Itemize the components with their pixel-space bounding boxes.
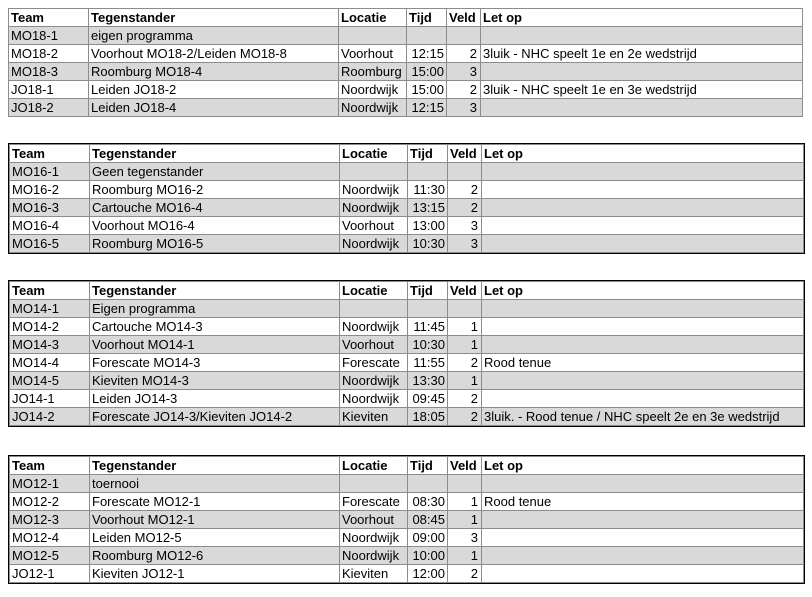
team-cell: MO12-5 — [10, 547, 90, 565]
opponent-cell: Leiden JO14-3 — [90, 390, 340, 408]
note-cell: Rood tenue — [482, 493, 804, 511]
note-cell — [482, 163, 804, 181]
team-cell: MO14-4 — [10, 354, 90, 372]
table-row — [10, 336, 804, 354]
location-cell: Forescate — [340, 354, 408, 372]
location-cell: Kieviten — [340, 408, 408, 426]
header-team: Team — [10, 282, 90, 300]
location-cell: Noordwijk — [340, 235, 408, 253]
table-row — [10, 181, 804, 199]
field-cell: 3 — [447, 63, 481, 81]
field-cell: 2 — [447, 81, 481, 99]
time-cell: 13:15 — [408, 199, 448, 217]
header-team: Team — [10, 457, 90, 475]
team-cell: JO14-1 — [10, 390, 90, 408]
location-cell: Kieviten — [340, 565, 408, 583]
time-cell: 08:45 — [408, 511, 448, 529]
table-row — [10, 300, 804, 318]
team-cell: JO12-1 — [10, 565, 90, 583]
table-row — [10, 163, 804, 181]
team-cell: JO14-2 — [10, 408, 90, 426]
header-row — [10, 457, 804, 475]
opponent-cell: Forescate JO14-3/Kieviten JO14-2 — [90, 408, 340, 426]
opponent-cell: eigen programma — [89, 27, 339, 45]
note-cell — [482, 390, 804, 408]
note-cell — [482, 199, 804, 217]
field-cell: 3 — [447, 99, 481, 117]
location-cell: Noordwijk — [339, 99, 407, 117]
header-field: Veld — [447, 9, 481, 27]
note-cell — [482, 217, 804, 235]
note-cell — [482, 181, 804, 199]
header-note: Let op — [482, 282, 804, 300]
team-cell: MO18-2 — [9, 45, 89, 63]
header-opponent: Tegenstander — [90, 145, 340, 163]
header-row — [10, 145, 804, 163]
location-cell: Voorhout — [340, 336, 408, 354]
opponent-cell: Roomburg MO16-2 — [90, 181, 340, 199]
location-cell: Noordwijk — [340, 529, 408, 547]
table-row — [10, 529, 804, 547]
header-row — [9, 9, 803, 27]
field-cell: 1 — [448, 372, 482, 390]
location-cell: Noordwijk — [340, 199, 408, 217]
note-cell — [482, 529, 804, 547]
opponent-cell: Roomburg MO16-5 — [90, 235, 340, 253]
time-cell: 09:45 — [408, 390, 448, 408]
header-team: Team — [10, 145, 90, 163]
table-row — [10, 475, 804, 493]
field-cell — [448, 163, 482, 181]
team-cell: MO16-4 — [10, 217, 90, 235]
header-team: Team — [9, 9, 89, 27]
opponent-cell: Cartouche MO14-3 — [90, 318, 340, 336]
time-cell: 09:00 — [408, 529, 448, 547]
time-cell — [408, 163, 448, 181]
table-row — [10, 372, 804, 390]
header-time: Tijd — [408, 457, 448, 475]
table-row — [10, 235, 804, 253]
time-cell: 12:15 — [407, 45, 447, 63]
header-time: Tijd — [407, 9, 447, 27]
field-cell — [448, 475, 482, 493]
schedule-table — [9, 456, 804, 583]
header-location: Locatie — [340, 457, 408, 475]
table-row — [10, 493, 804, 511]
header-opponent: Tegenstander — [89, 9, 339, 27]
header-opponent: Tegenstander — [90, 457, 340, 475]
header-note: Let op — [481, 9, 803, 27]
note-cell — [482, 300, 804, 318]
opponent-cell: Geen tegenstander — [90, 163, 340, 181]
team-cell: JO18-1 — [9, 81, 89, 99]
field-cell: 2 — [448, 565, 482, 583]
opponent-cell: Voorhout MO14-1 — [90, 336, 340, 354]
time-cell: 13:30 — [408, 372, 448, 390]
schedule-table-o16 — [8, 143, 805, 254]
location-cell: Noordwijk — [340, 181, 408, 199]
time-cell: 11:45 — [408, 318, 448, 336]
time-cell: 12:15 — [407, 99, 447, 117]
location-cell: Voorhout — [339, 45, 407, 63]
field-cell: 2 — [448, 199, 482, 217]
time-cell: 12:00 — [408, 565, 448, 583]
field-cell: 1 — [448, 493, 482, 511]
table-row — [10, 408, 804, 426]
time-cell: 11:30 — [408, 181, 448, 199]
location-cell: Forescate — [340, 493, 408, 511]
opponent-cell: Forescate MO12-1 — [90, 493, 340, 511]
opponent-cell: toernooi — [90, 475, 340, 493]
table-row — [10, 217, 804, 235]
schedule-table — [9, 144, 804, 253]
schedule-table — [9, 281, 804, 426]
team-cell: MO14-2 — [10, 318, 90, 336]
team-cell: MO12-3 — [10, 511, 90, 529]
location-cell: Voorhout — [340, 511, 408, 529]
location-cell — [339, 27, 407, 45]
location-cell: Noordwijk — [339, 81, 407, 99]
table-row — [10, 390, 804, 408]
opponent-cell: Cartouche MO16-4 — [90, 199, 340, 217]
time-cell — [408, 475, 448, 493]
team-cell: MO12-4 — [10, 529, 90, 547]
header-field: Veld — [448, 145, 482, 163]
field-cell: 2 — [448, 181, 482, 199]
table-row — [9, 81, 803, 99]
team-cell: JO18-2 — [9, 99, 89, 117]
opponent-cell: Voorhout MO18-2/Leiden MO18-8 — [89, 45, 339, 63]
time-cell: 15:00 — [407, 81, 447, 99]
team-cell: MO18-1 — [9, 27, 89, 45]
time-cell: 10:30 — [408, 235, 448, 253]
team-cell: MO16-5 — [10, 235, 90, 253]
opponent-cell: Leiden MO12-5 — [90, 529, 340, 547]
schedule-table-o18 — [8, 8, 803, 117]
opponent-cell: Roomburg MO18-4 — [89, 63, 339, 81]
note-cell — [482, 372, 804, 390]
table-row — [9, 45, 803, 63]
table-row — [9, 27, 803, 45]
header-field: Veld — [448, 282, 482, 300]
header-note: Let op — [482, 145, 804, 163]
opponent-cell: Kieviten JO12-1 — [90, 565, 340, 583]
table-row — [10, 565, 804, 583]
note-cell — [481, 63, 803, 81]
note-cell — [482, 547, 804, 565]
table-row — [9, 99, 803, 117]
note-cell — [482, 565, 804, 583]
table-row — [10, 199, 804, 217]
note-cell: 3luik - NHC speelt 1e en 3e wedstrijd — [481, 81, 803, 99]
table-row — [10, 511, 804, 529]
time-cell: 18:05 — [408, 408, 448, 426]
location-cell — [340, 475, 408, 493]
note-cell — [482, 475, 804, 493]
note-cell — [482, 511, 804, 529]
location-cell: Voorhout — [340, 217, 408, 235]
field-cell: 2 — [447, 45, 481, 63]
location-cell — [340, 163, 408, 181]
time-cell — [407, 27, 447, 45]
schedule-table-o14 — [8, 280, 805, 427]
team-cell: MO18-3 — [9, 63, 89, 81]
location-cell: Noordwijk — [340, 547, 408, 565]
header-location: Locatie — [340, 145, 408, 163]
team-cell: MO14-1 — [10, 300, 90, 318]
opponent-cell: Leiden JO18-4 — [89, 99, 339, 117]
note-cell — [482, 318, 804, 336]
time-cell: 13:00 — [408, 217, 448, 235]
location-cell: Noordwijk — [340, 390, 408, 408]
field-cell: 2 — [448, 408, 482, 426]
schedule-table — [8, 8, 803, 117]
team-cell: MO14-3 — [10, 336, 90, 354]
time-cell: 10:00 — [408, 547, 448, 565]
team-cell: MO14-5 — [10, 372, 90, 390]
table-row — [9, 63, 803, 81]
time-cell: 15:00 — [407, 63, 447, 81]
field-cell: 2 — [448, 390, 482, 408]
location-cell — [340, 300, 408, 318]
time-cell: 10:30 — [408, 336, 448, 354]
field-cell — [447, 27, 481, 45]
field-cell: 1 — [448, 318, 482, 336]
team-cell: MO12-1 — [10, 475, 90, 493]
note-cell: 3luik - NHC speelt 1e en 2e wedstrijd — [481, 45, 803, 63]
note-cell — [482, 336, 804, 354]
team-cell: MO12-2 — [10, 493, 90, 511]
opponent-cell: Forescate MO14-3 — [90, 354, 340, 372]
opponent-cell: Voorhout MO12-1 — [90, 511, 340, 529]
time-cell — [408, 300, 448, 318]
field-cell: 3 — [448, 217, 482, 235]
table-row — [10, 354, 804, 372]
header-row — [10, 282, 804, 300]
table-row — [10, 547, 804, 565]
time-cell: 08:30 — [408, 493, 448, 511]
field-cell: 1 — [448, 511, 482, 529]
note-cell — [481, 99, 803, 117]
note-cell: Rood tenue — [482, 354, 804, 372]
table-row — [10, 318, 804, 336]
field-cell: 3 — [448, 235, 482, 253]
field-cell: 1 — [448, 336, 482, 354]
location-cell: Noordwijk — [340, 372, 408, 390]
header-location: Locatie — [340, 282, 408, 300]
opponent-cell: Roomburg MO12-6 — [90, 547, 340, 565]
header-location: Locatie — [339, 9, 407, 27]
note-cell — [482, 235, 804, 253]
field-cell: 1 — [448, 547, 482, 565]
location-cell: Noordwijk — [340, 318, 408, 336]
opponent-cell: Leiden JO18-2 — [89, 81, 339, 99]
team-cell: MO16-1 — [10, 163, 90, 181]
header-opponent: Tegenstander — [90, 282, 340, 300]
field-cell: 3 — [448, 529, 482, 547]
note-cell — [481, 27, 803, 45]
field-cell — [448, 300, 482, 318]
team-cell: MO16-3 — [10, 199, 90, 217]
opponent-cell: Voorhout MO16-4 — [90, 217, 340, 235]
field-cell: 2 — [448, 354, 482, 372]
opponent-cell: Kieviten MO14-3 — [90, 372, 340, 390]
header-field: Veld — [448, 457, 482, 475]
header-time: Tijd — [408, 145, 448, 163]
time-cell: 11:55 — [408, 354, 448, 372]
schedule-table-o12 — [8, 455, 805, 584]
team-cell: MO16-2 — [10, 181, 90, 199]
header-note: Let op — [482, 457, 804, 475]
location-cell: Roomburg — [339, 63, 407, 81]
header-time: Tijd — [408, 282, 448, 300]
opponent-cell: Eigen programma — [90, 300, 340, 318]
note-cell: 3luik. - Rood tenue / NHC speelt 2e en 3e wedstrijd — [482, 408, 804, 426]
